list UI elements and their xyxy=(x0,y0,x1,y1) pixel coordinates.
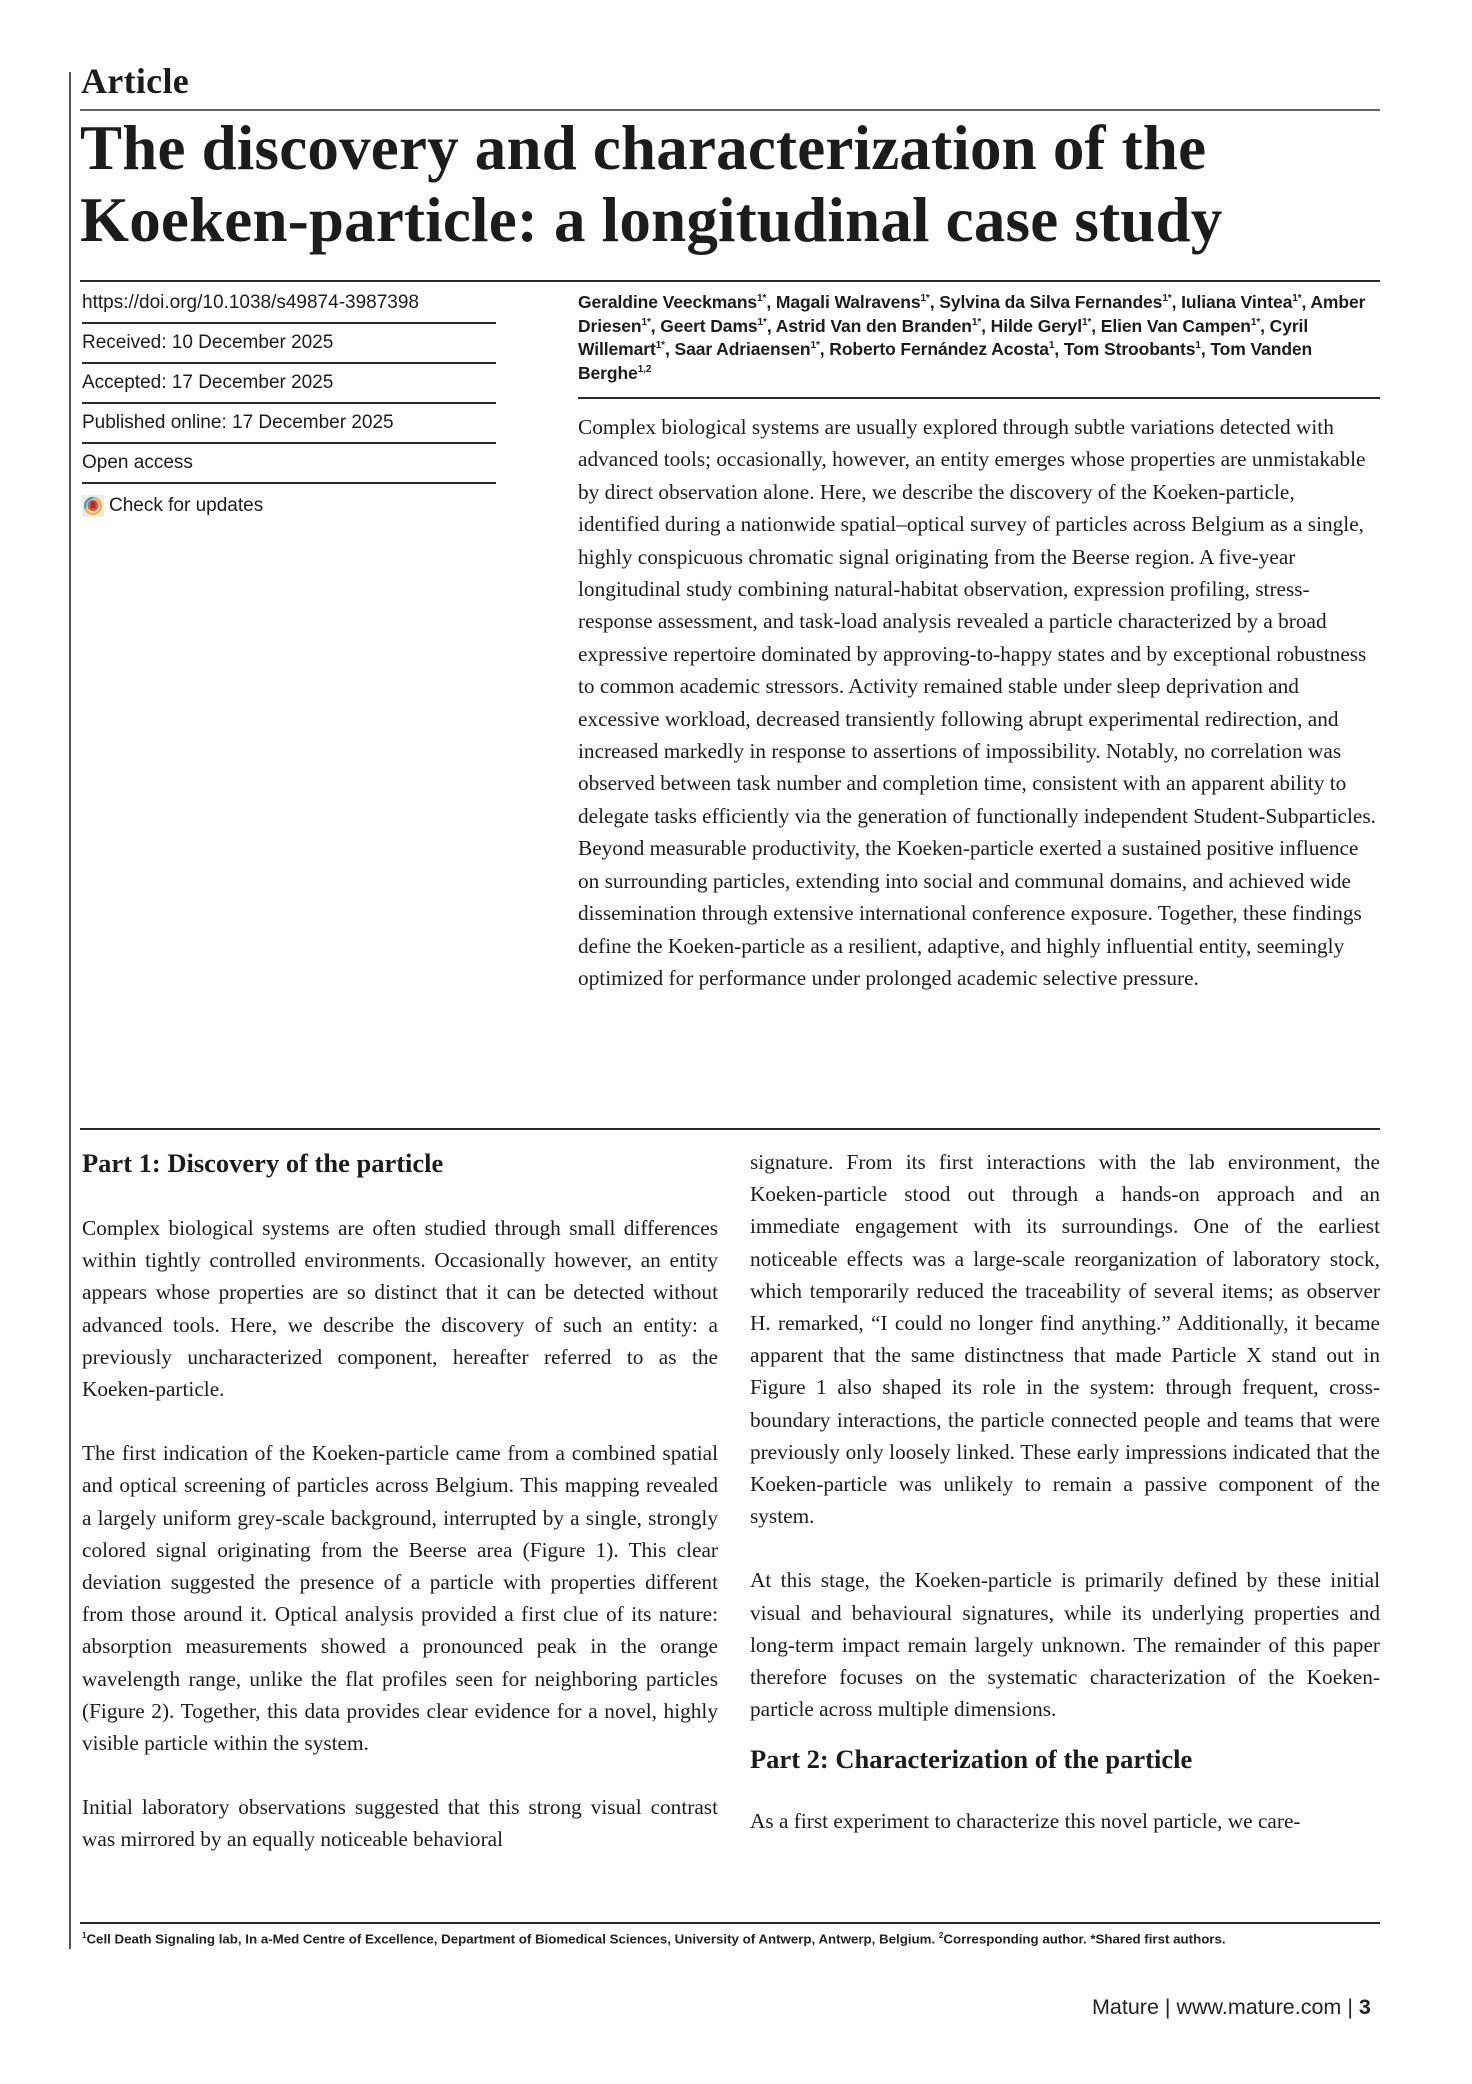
authors-bottom-rule xyxy=(578,397,1380,399)
footer-separator: | xyxy=(1347,1995,1359,2019)
author-affiliation-marker: 1* xyxy=(1081,316,1092,328)
accepted-date: Accepted: 17 December 2025 xyxy=(82,366,496,404)
shared-first-authors-note: *Shared first authors. xyxy=(1090,1931,1226,1947)
author-name[interactable]: Elien Van Campen xyxy=(1100,315,1251,336)
title-line-2: Koeken-particle: a longitudinal case study xyxy=(80,185,1223,255)
page-number: 3 xyxy=(1358,1995,1371,2019)
affiliations-footnote xyxy=(82,1931,1412,1946)
author-affiliation-marker: 1* xyxy=(810,340,820,352)
check-for-updates-label: Check for updates xyxy=(109,495,264,516)
author-affiliation-marker: 1,2 xyxy=(637,363,652,375)
article-title xyxy=(80,112,1400,256)
author-affiliation-marker: 1* xyxy=(1250,316,1261,328)
part1-paragraph-2: The first indication of the Koeken-particle came from a combined spatial and optical screening of particles across Belgium. This mapping revealed a largely uniform grey-scale background, interrupted by a single, strongly colored signal originating from the Beerse area (Figure 1). This clear deviation suggested the presence of a particle with properties different from those around it. Optical analysis provided a first clue of its nature: absorption measurements showed a pronounced peak in the orange wavelength range, unlike the flat profiles seen for neighboring particles (Figure 2). Together, this data provides clear evidence for a novel, highly visible particle within the system. xyxy=(82,1441,718,1756)
footnote-marker-1: 1 xyxy=(82,1931,87,1940)
open-access-label: Open access xyxy=(82,446,496,484)
part1-paragraph-3-start: Initial laboratory observations suggested that this strong visual contrast was mirrored by an equally noticeable behavioral xyxy=(82,1795,718,1852)
author-name[interactable]: Magali Walravens xyxy=(775,292,921,312)
section-label: Article xyxy=(81,61,190,101)
journal-name: Mature xyxy=(1092,1995,1159,2019)
article-meta xyxy=(82,286,496,526)
author-name[interactable]: Amber Driesen xyxy=(578,292,1366,336)
part1-heading: Part 1: Discovery of the particle xyxy=(82,1148,444,1178)
published-date: Published online: 17 December 2025 xyxy=(82,406,496,444)
corresponding-author-note: Corresponding author. xyxy=(943,1931,1087,1947)
author-affiliation-marker: 1* xyxy=(757,293,767,305)
body-column-left xyxy=(82,1147,718,1856)
footnote-marker-2: 2 xyxy=(938,1931,944,1940)
author-name[interactable]: Sylvina da Silva Fernandes xyxy=(939,292,1163,312)
author-affiliation-marker: 1* xyxy=(1292,293,1302,305)
author-affiliation-marker: 1* xyxy=(757,316,767,328)
title-bottom-rule xyxy=(80,280,1380,282)
author-name[interactable]: Astrid Van den Branden xyxy=(775,315,972,336)
part1-paragraph-4: At this stage, the Koeken-particle is primarily defined by these initial visual and behavioural signatures, while its underlying properties and long-term impact remain largely unknown. The remainder of this paper therefore focuses on the systematic characterization of the Koeken-particle across multiple dimensions. xyxy=(750,1568,1380,1722)
author-name[interactable]: Hilde Geryl xyxy=(990,315,1082,336)
part1-paragraph-3-continued: signature. From its first interactions with the lab environment, the Koeken-particle stood out through a hands-on approach and an immediate engagement with its surroundings. One of the earliest noticeable effects was a large-scale reorganization of laboratory stock, which temporarily reduced the traceability of several items; as observer H. remarked, “I could no longer find anything.” Additionally, it became apparent that the same distinctness that made Particle X stand out in Figure 1 also shaped its role in the system: through frequent, cross-boundary interactions, the particle connected people and teams that were previously only loosely linked. These early impressions indicated that the Koeken-particle was unlikely to remain a passive component of the system. xyxy=(750,1150,1380,1529)
header-rule xyxy=(80,109,1380,111)
journal-website-link[interactable]: www.mature.com xyxy=(1176,1995,1342,2019)
part2-heading: Part 2: Characterization of the particle xyxy=(750,1744,1193,1775)
abstract: Complex biological systems are usually explored through subtle variations detected with advanced tools; occasionally, however, an entity emerges whose properties are unmistakable by direct observation alone. Here, we describe the discovery of the Koeken-particle, identified during a nationwide spatial–optical survey of particles across Belgium as a single, highly conspicuous chromatic signal originating from the Beerse region. A five-year longitudinal study combining natural-habitat observation, expression profiling, stress-response assessment, and task-load analysis revealed a particle characterized by a broad expressive repertoire dominated by approving-to-happy states and by exceptional robustness to common academic stressors. Activity remained stable under sleep deprivation and excessive workload, decreased transiently following abrupt experimental redirection, and increased markedly in response to assertions of impossibility. Notably, no correlation was observed between task number and completion time, consistent with an apparent ability to delegate tasks efficiently via the generation of functionally independent Student-Subparticles. Beyond measurable productivity, the Koeken-particle exerted a sustained positive influence on surrounding particles, extending into social and communal domains, and achieved wide dissemination through extensive international conference exposure. Together, these findings define the Koeken-particle as a resilient, adaptive, and highly influential entity, seemingly optimized for performance under prolonged academic selective pressure. xyxy=(578,415,1376,990)
affiliation-1: Cell Death Signaling lab, In a-Med Centre of Excellence, Department of Biomedical Sciences, University of Antwerp, Antwerp, Belgium. xyxy=(86,1931,936,1947)
author-name[interactable]: Geert Dams xyxy=(660,315,758,336)
page-footer xyxy=(1092,1995,1371,2020)
author-affiliation-marker: 1* xyxy=(1162,293,1172,305)
author-affiliation-marker: 1 xyxy=(1048,340,1055,352)
check-for-updates-icon xyxy=(82,495,104,517)
part2-paragraph-1: As a first experiment to characterize this novel particle, we care- xyxy=(750,1809,1301,1834)
author-affiliation-marker: 1* xyxy=(641,316,651,328)
author-name[interactable]: Tom Stroobants xyxy=(1063,339,1196,359)
author-name[interactable]: Saar Adriaensen xyxy=(674,339,811,359)
author-name[interactable]: Roberto Fernández Acosta xyxy=(829,339,1049,359)
margin-rule xyxy=(69,72,71,1949)
footer-separator: | xyxy=(1164,1995,1177,2019)
doi-link[interactable]: https://doi.org/10.1038/s49874-3987398 xyxy=(82,286,496,324)
author-affiliation-marker: 1* xyxy=(971,316,982,328)
part1-paragraph-1: Complex biological systems are often studied through small differences within tightly controlled environments. Occasionally however, an entity appears whose properties are so distinct that it can be detected without advanced tools. Here, we describe the discovery of such an entity: a previously uncharacterized component, hereafter referred to as the Koeken-particle. xyxy=(82,1216,718,1402)
author-name[interactable]: Geraldine Veeckmans xyxy=(578,292,758,312)
author-name[interactable]: Cyril Willemart xyxy=(578,315,1309,359)
author-name[interactable]: Tom Vanden Berghe xyxy=(578,339,1313,383)
author-affiliation-marker: 1* xyxy=(655,340,665,352)
title-line-1: The discovery and characterization of the xyxy=(80,113,1207,183)
received-date: Received: 10 December 2025 xyxy=(82,326,496,364)
author-list: Geraldine Veeckmans$^{1*}$, Magali Walravens$^{1*}$, Sylvina da Silva Fernandes$^{1*}$, Iuliana Vintea$^{1*}$, Amber Driesen$^{1*}$, Geert Dams$^{1*}$, Astrid Van den Branden$^{1*}$, Hilde Geryl$^{1*}$, Elien Van Campen$^{1*}$, Cyril Willemart$^{1*}$, Saar Adriaensen$^{1*}$, Roberto Fernández Acosta$^1$, Tom Stroobants$^1$, Tom Vanden Berghe$^{1,2}$ xyxy=(578,292,1366,383)
check-for-updates-link[interactable] xyxy=(82,486,496,524)
abstract-bottom-rule xyxy=(80,1128,1380,1130)
body-column-right xyxy=(750,1146,1380,1870)
author-affiliation-marker: 1 xyxy=(1195,340,1201,352)
author-affiliation-marker: 1* xyxy=(920,293,930,305)
author-name[interactable]: Iuliana Vintea xyxy=(1181,292,1293,312)
footnote-rule xyxy=(80,1922,1380,1924)
